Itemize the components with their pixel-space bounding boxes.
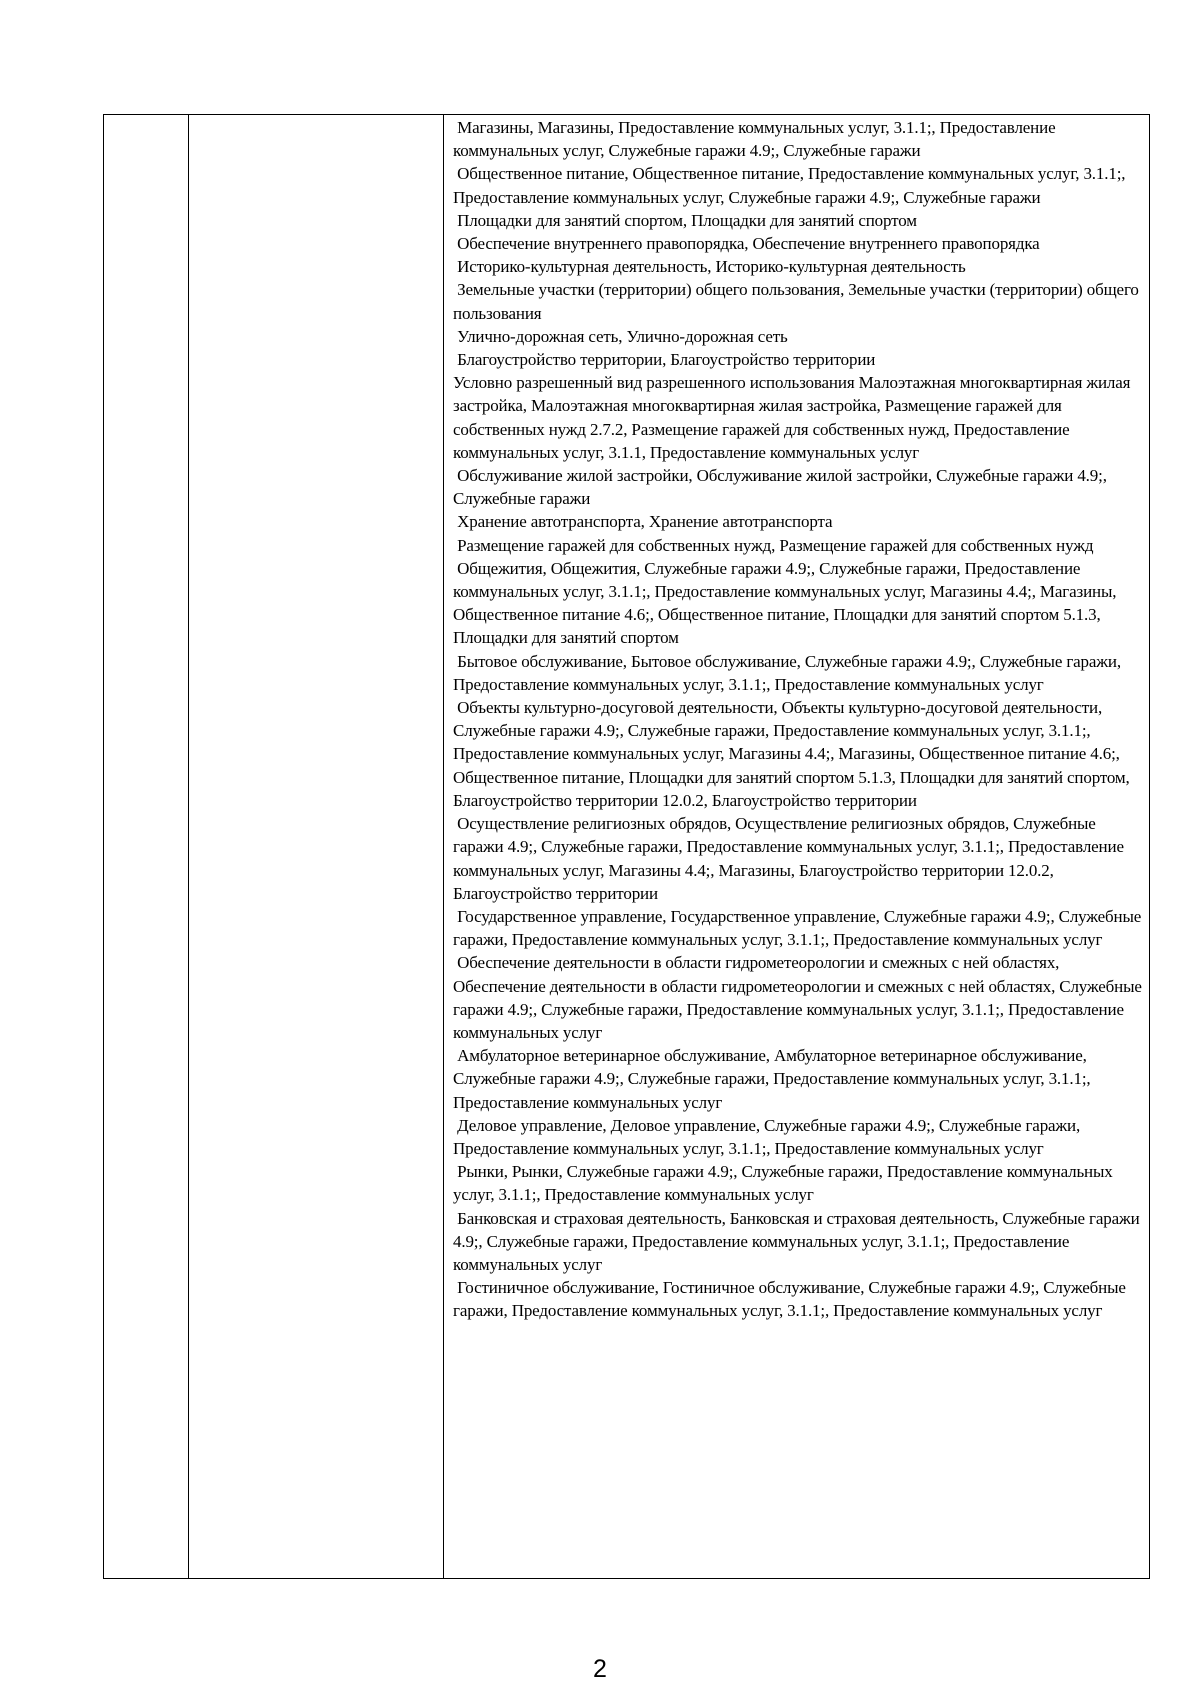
permitted-use-entry: Рынки, Рынки, Служебные гаражи 4.9;, Служебные гаражи, Предоставление коммунальных услуг, 3.1.1;, Предоставление коммунальных услуг — [453, 1162, 1117, 1205]
permitted-use-entry: Гостиничное обслуживание, Гостиничное обслуживание, Служебные гаражи 4.9;, Служебные гаражи, Предоставление коммунальных услуг, 3.1.1;, Предоставление коммунальных услуг — [453, 1278, 1130, 1321]
permitted-use-entry: Деловое управление, Деловое управление, Служебные гаражи 4.9;, Служебные гаражи, Предоставление коммунальных услуг, 3.1.1;, Предоставление коммунальных услуг — [453, 1115, 1085, 1158]
table-row — [104, 115, 1150, 1579]
permitted-use-entry: Общежития, Общежития, Служебные гаражи 4.9;, Служебные гаражи, Предоставление коммунальных услуг, 3.1.1;, Предоставление коммунальных услуг, Магазины 4.4;, Магазины, Общественное питание 4.6;, Общественное питание, Площадки для занятий спортом 5.1.3, Площадки для занятий спортом — [453, 558, 1121, 648]
permitted-use-entry: Бытовое обслуживание, Бытовое обслуживание, Служебные гаражи 4.9;, Служебные гаражи, Предоставление коммунальных услуг, 3.1.1;, Предоставление коммунальных услуг — [453, 651, 1126, 694]
conditional-use-entry: Условно разрешенный вид разрешенного использования Малоэтажная многоквартирная жилая застройка, Малоэтажная многоквартирная жилая застройка, Размещение гаражей для собственных нужд 2.7.2, Размещение гаражей для собственных нужд, Предоставление коммунальных услуг, 3.1.1, Предоставление коммунальных услуг — [453, 373, 1135, 462]
permitted-use-entry: Банковская и страховая деятельность, Банковская и страховая деятельность, Служебные гаражи 4.9;, Служебные гаражи, Предоставление коммунальных услуг, 3.1.1;, Предоставление коммунальных услуг — [453, 1208, 1144, 1274]
permitted-uses-list — [453, 115, 1145, 1323]
permitted-use-entry: Улично-дорожная сеть, Улично-дорожная сеть — [453, 326, 788, 346]
page-number: 2 — [593, 1655, 607, 1683]
permitted-use-entry: Историко-культурная деятельность, Историко-культурная деятельность — [453, 257, 966, 277]
permitted-use-entry: Обслуживание жилой застройки, Обслуживание жилой застройки, Служебные гаражи 4.9;, Служебные гаражи — [453, 466, 1111, 509]
permitted-use-entry: Государственное управление, Государственное управление, Служебные гаражи 4.9;, Служебные гаражи, Предоставление коммунальных услуг, 3.1.1;, Предоставление коммунальных услуг — [453, 906, 1146, 950]
permitted-use-entry: Размещение гаражей для собственных нужд, Размещение гаражей для собственных нужд — [453, 535, 1094, 555]
permitted-use-entry: Земельные участки (территории) общего пользования, Земельные участки (территории) общего пользования — [453, 280, 1143, 323]
permitted-use-entry: Хранение автотранспорта, Хранение автотранспорта — [453, 512, 833, 532]
permitted-use-entry: Обеспечение внутреннего правопорядка, Обеспечение внутреннего правопорядка — [453, 234, 1040, 254]
permitted-use-entry: Площадки для занятий спортом, Площадки для занятий спортом — [453, 210, 917, 230]
permitted-use-entry: Объекты культурно-досуговой деятельности, Объекты культурно-досуговой деятельности, Служебные гаражи 4.9;, Служебные гаражи, Предоставление коммунальных услуг, 3.1.1;, Предоставление коммунальных услуг, Магазины 4.4;, Магазины, Общественное питание 4.6;, Общественное питание, Площадки для занятий спортом 5.1.3, Площадки для занятий спортом, Благоустройство территории 12.0.2, Благоустройство территории — [453, 698, 1134, 810]
permitted-use-entry: Осуществление религиозных обрядов, Осуществление религиозных обрядов, Служебные гаражи 4.9;, Служебные гаражи, Предоставление коммунальных услуг, 3.1.1;, Предоставление коммунальных услуг, Магазины 4.4;, Магазины, Благоустройство территории 12.0.2, Благоустройство территории — [453, 814, 1128, 903]
permitted-use-entry: Магазины, Магазины, Предоставление коммунальных услуг, 3.1.1;, Предоставление коммунальных услуг, Служебные гаражи 4.9;, Служебные гаражи — [453, 118, 1060, 161]
table-cell-number — [104, 115, 189, 1579]
table-cell-permitted-uses — [444, 115, 1150, 1579]
permitted-use-entry: Общественное питание, Общественное питание, Предоставление коммунальных услуг, 3.1.1;, Предоставление коммунальных услуг, Служебные гаражи 4.9;, Служебные гаражи — [453, 164, 1130, 207]
permitted-use-entry: Амбулаторное ветеринарное обслуживание, Амбулаторное ветеринарное обслуживание, Служебные гаражи 4.9;, Служебные гаражи, Предоставление коммунальных услуг, 3.1.1;, Предоставление коммунальных услуг — [453, 1046, 1095, 1112]
zoning-table — [103, 114, 1150, 1579]
table-cell-zone — [189, 115, 444, 1579]
permitted-use-entry: Благоустройство территории, Благоустройство территории — [453, 350, 876, 370]
permitted-use-entry: Обеспечение деятельности в области гидрометеорологии и смежных с ней областях, Обеспечение деятельности в области гидрометеорологии и смежных с ней областях, Служебные гаражи 4.9;, Служебные гаражи, Предоставление коммунальных услуг, 3.1.1;, Предоставление коммунальных услуг — [453, 953, 1146, 1042]
